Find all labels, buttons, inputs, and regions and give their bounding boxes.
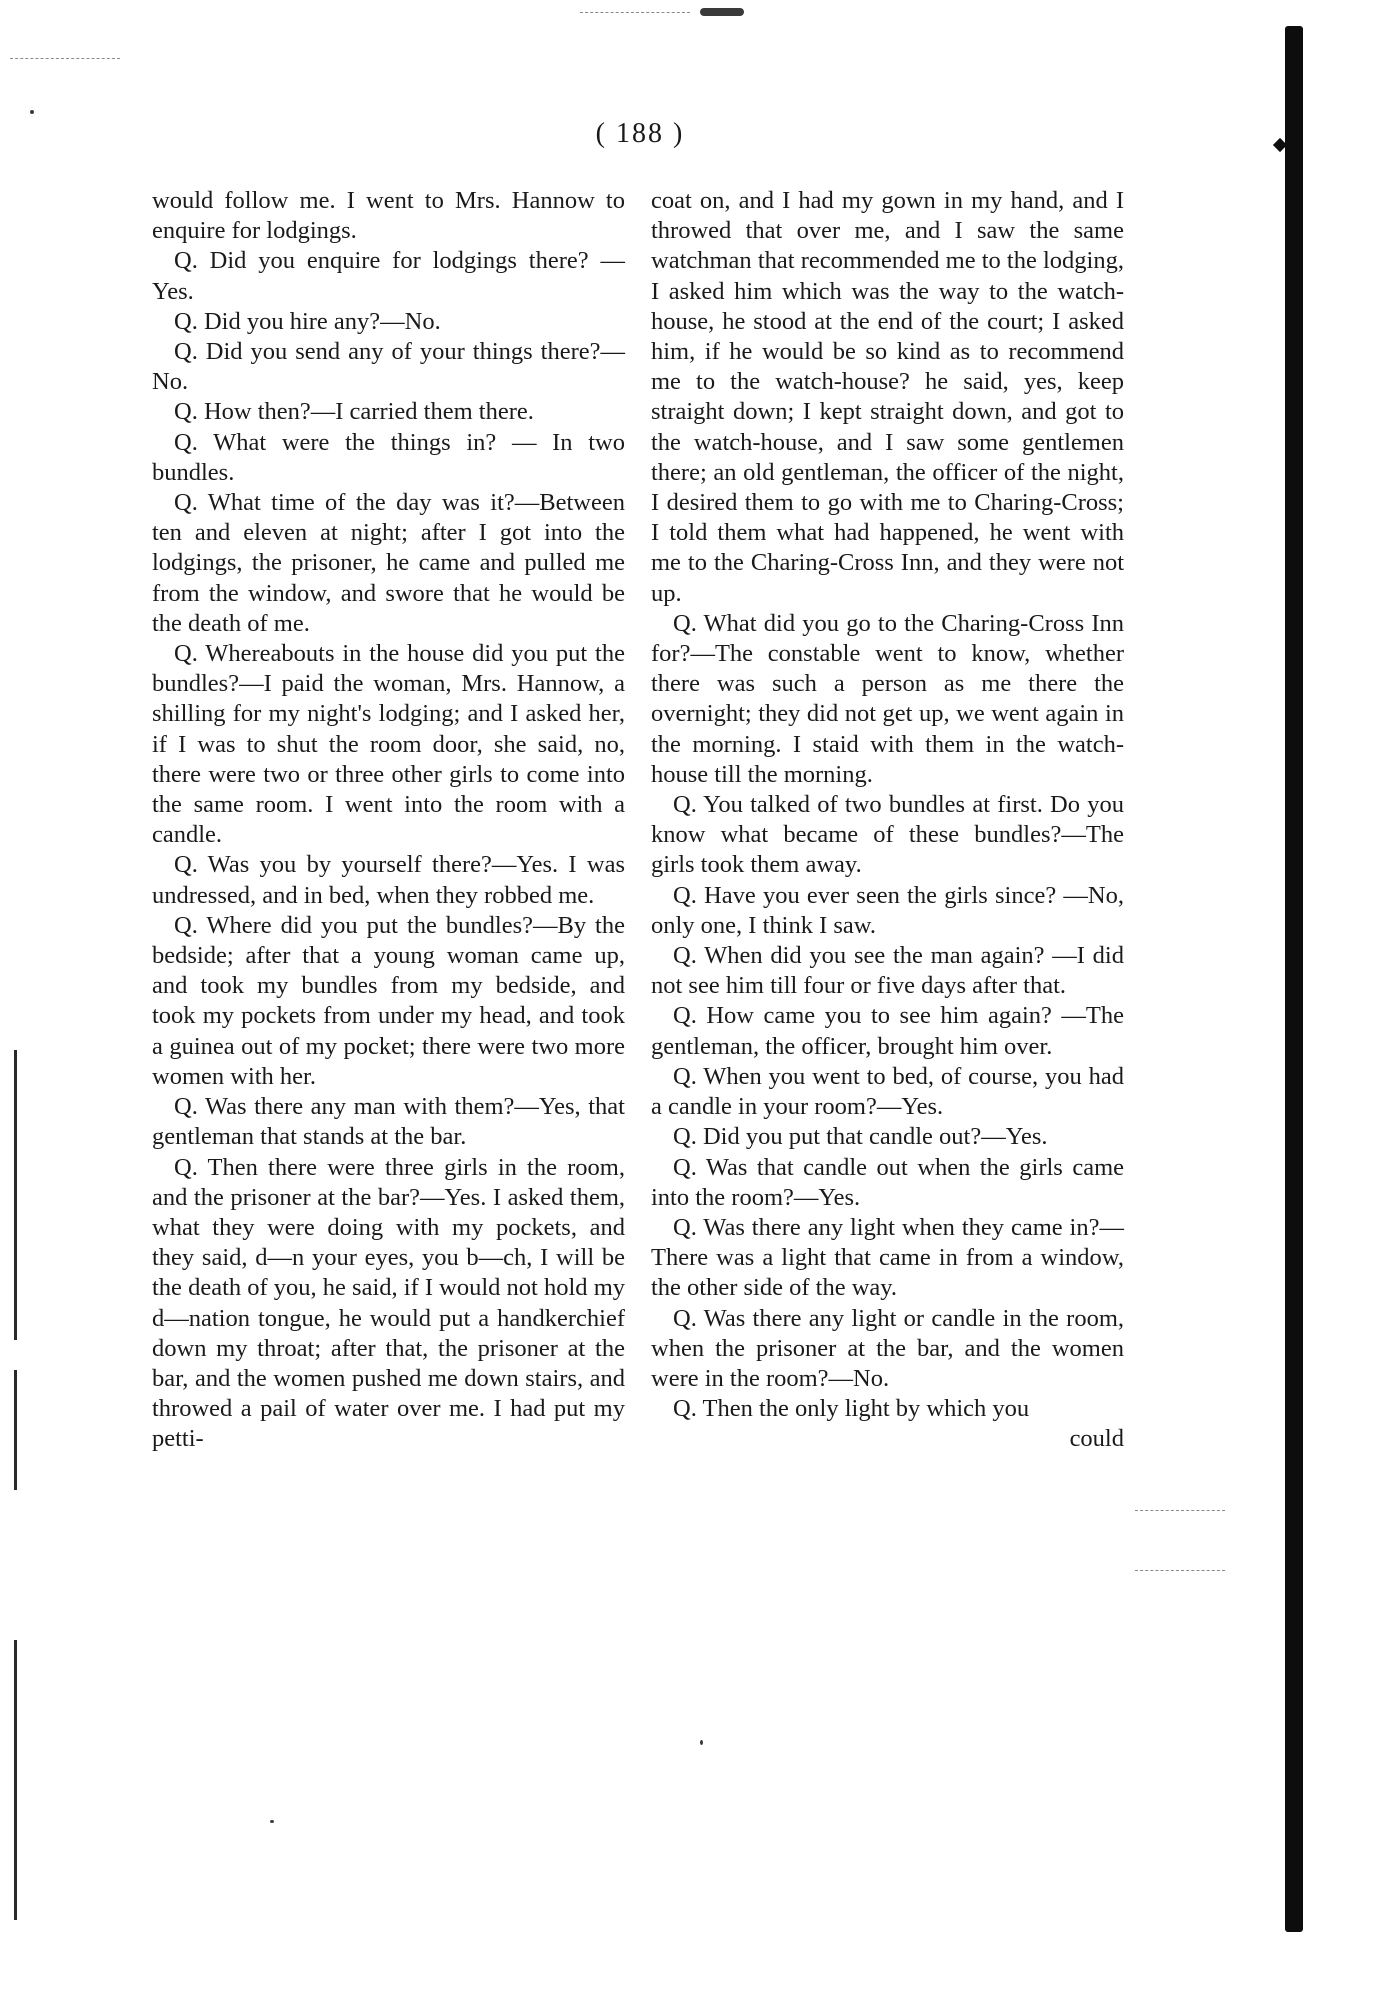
paragraph: Q. How then?—I carried them there. (174, 398, 534, 426)
paragraph: Q. What were the things in? — In two bundles. (152, 428, 625, 486)
left-edge-mark (14, 1640, 17, 1920)
scan-dash (580, 12, 690, 14)
paragraph: Q. Did you enquire for lodgings there? —Yes. (152, 247, 625, 305)
paragraph: Q. Whereabouts in the house did you put the bundles?—I paid the woman, Mrs. Hannow, a shilling for my night's lodging; and I asked her, if I was to shut the room door, she said, no, there were two or three other girls to come into the same room. I went into the room with a candle. (152, 640, 625, 849)
paragraph: Q. Was that candle out when the girls came into the room?—Yes. (651, 1153, 1124, 1211)
page-number: ( 188 ) (595, 118, 685, 149)
paragraph: Q. How came you to see him again? —The gentleman, the officer, brought him over. (651, 1002, 1124, 1060)
scan-dash (1135, 1570, 1225, 1572)
paragraph: Q. Where did you put the bundles?—By the bedside; after that a young woman came up, and took my bundles from my bedside, and took my pockets from under my head, and took a guinea out of my pocket; there were two more women with her. (152, 911, 625, 1090)
left-column (152, 186, 625, 1455)
catchword: could (1069, 1425, 1124, 1453)
paragraph: Q. When you went to bed, of course, you had a candle in your room?—Yes. (651, 1062, 1124, 1121)
paragraph: Q. When did you see the man again? —I did not see him till four or five days after that. (651, 942, 1124, 1000)
paragraph: Q. What did you go to the Charing-Cross Inn for?—The constable went to know, whether there was such a person as me there the overnight; they did not get up, we went again in the morning. I staid with them in the watch-house till the morning. (651, 609, 1124, 788)
paragraph: Q. Was there any man with them?—Yes, that gentleman that stands at the bar. (152, 1093, 625, 1151)
speck (30, 110, 34, 114)
paragraph: would follow me. I went to Mrs. Hannow to enquire for lodgings. (152, 187, 625, 245)
paragraph: Q. Have you ever seen the girls since? —No, only one, I think I saw. (651, 881, 1124, 939)
scan-dash (10, 58, 120, 60)
paragraph: Q. Did you send any of your things there?—No. (152, 338, 625, 396)
left-edge-mark (14, 1370, 17, 1490)
paragraph: Q. Then there were three girls in the room, and the prisoner at the bar?—Yes. I asked them, what they were doing with my pockets, and they said, d—n your eyes, you b—ch, I will be the death of you, he said, if I would not hold my d—nation tongue, he would put a handkerchief down my throat; after that, the prisoner at the bar, and the women pushed me down stairs, and throwed a pail of water over me. I had put my petti- (152, 1153, 625, 1453)
scan-dash (1135, 1510, 1225, 1512)
ink-smudge (700, 8, 744, 16)
paragraph: Q. You talked of two bundles at first. Do you know what became of these bundles?—The girls took them away. (651, 791, 1124, 879)
paragraph: Q. Was there any light when they came in?—There was a light that came in from a window, the other side of the way. (651, 1213, 1124, 1302)
speck (700, 1740, 703, 1745)
speck (270, 1820, 274, 1823)
binding-shadow (1285, 26, 1303, 1932)
left-edge-mark (14, 1050, 17, 1340)
paragraph: Q. Was you by yourself there?—Yes. I was undressed, and in bed, when they robbed me. (152, 851, 625, 909)
right-column (651, 186, 1124, 1455)
paragraph: Q. Then the only light by which you (673, 1395, 1030, 1423)
paragraph: Q. Did you put that candle out?—Yes. (673, 1123, 1048, 1151)
paragraph: Q. What time of the day was it?—Between ten and eleven at night; after I got into the lodgings, the prisoner, he came and pulled me from the window, and swore that he would be the death of me. (152, 489, 625, 637)
paragraph: coat on, and I had my gown in my hand, and I throwed that over me, and I saw the same watchman that recommended me to the lodging, I asked him which was the way to the watch-house, he stood at the end of the court; I asked him, if he would be so kind as to recommend me to the watch-house? he said, yes, keep straight down; I kept straight down, and got to the watch-house, and I saw some gentlemen there; an old gentleman, the officer of the night, I desired them to go with me to Charing-Cross; I told them what had happened, he went with me to the Charing-Cross Inn, and they were not up. (651, 187, 1124, 607)
paragraph: Q. Was there any light or candle in the room, when the prisoner at the bar, and the women were in the room?—No. (651, 1304, 1124, 1392)
paragraph: Q. Did you hire any?—No. (174, 307, 441, 335)
